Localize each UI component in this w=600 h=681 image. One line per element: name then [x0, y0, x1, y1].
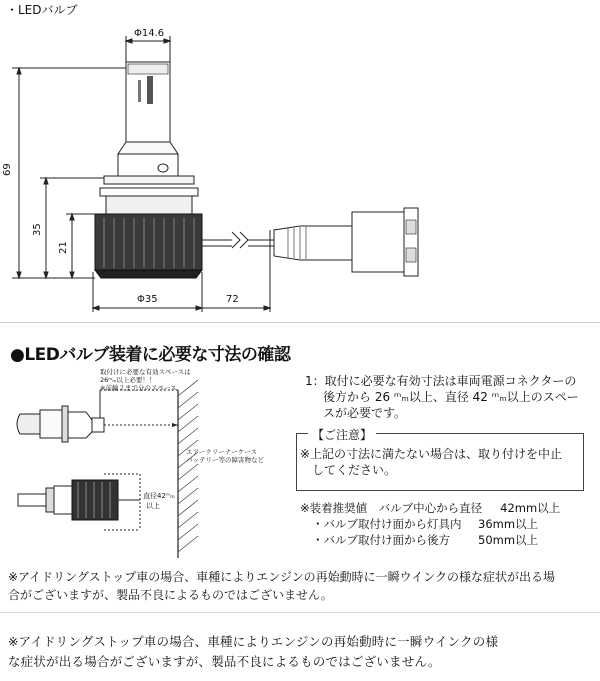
bulb-cable: [202, 232, 274, 248]
bulb-socket-flange: [100, 154, 198, 214]
led-bulb-install: [18, 474, 140, 530]
section-divider: [0, 322, 600, 323]
divider: [0, 612, 600, 613]
heat-sink: [95, 214, 202, 278]
section-heading: ●LEDバルブ装着に必要な寸法の確認: [10, 345, 291, 365]
note-1-line-3: スが必要です。: [323, 406, 407, 420]
power-connector: [274, 208, 418, 276]
space-label-1: 取付けに必要な有効スペースは: [100, 368, 191, 376]
caution-title: 【ご注意】: [308, 426, 376, 443]
recommendation-label: ・バルブ取付け面から後方: [312, 533, 450, 547]
top-diameter-label: Φ14.6: [134, 28, 165, 39]
recommendation-value: 42mm以上: [500, 501, 561, 515]
note-1: [305, 373, 579, 421]
diameter-label-2: 以上: [146, 502, 160, 510]
bulb-dimension-diagram: [0, 0, 600, 320]
recommendation-label: ・バルブ取付け面から灯具内: [312, 517, 462, 531]
caution-line-2: してください。: [312, 463, 397, 477]
halogen-bulb: [17, 406, 178, 442]
led-chip-stick: [118, 62, 178, 154]
idling-note-small-line-1: ※アイドリングストップ車の場合、車種によりエンジンの再始動時に一瞬ウインクの様な症状が出る場: [8, 570, 556, 584]
idling-stop-note-large: [8, 632, 498, 672]
idling-note-small-line-2: 合がございますが、製品不良によるものではございません。: [8, 588, 333, 602]
idling-note-large-line-1: ※アイドリングストップ車の場合、車種によりエンジンの再始動時に一瞬ウインクの様: [8, 634, 499, 649]
height-35-label: 35: [32, 223, 43, 236]
recommendation-row: [300, 516, 560, 532]
caution-text: [300, 446, 562, 478]
height-69-label: 69: [2, 163, 13, 176]
recommendation-row: [300, 532, 560, 548]
obstacle-label: バッテリー等の障害物など: [186, 456, 264, 464]
diameter-label: 直径42ᵐₘ: [143, 492, 175, 500]
note-1-line-1: 1：取付に必要な有効寸法は車両電源コネクターの: [305, 374, 577, 388]
height-21-label: 21: [58, 241, 69, 254]
install-space-diagram: [0, 362, 290, 562]
recommendation-row: [300, 500, 560, 516]
space-label-2: 26ᵐₘ以上必要！！: [100, 376, 156, 384]
recommendations: [300, 500, 560, 548]
recommendation-value: 50mm以上: [478, 533, 539, 547]
section-label: ・LEDバルブ: [6, 3, 78, 17]
caution-line-1: ※上記の寸法に満たない場合は、取り付けを中止: [300, 447, 563, 461]
recommendation-value: 36mm以上: [478, 517, 539, 531]
space-label-3: ※前輪２まで分のスペース: [100, 384, 177, 392]
cable-length-label: 72: [226, 294, 239, 305]
idling-stop-note-small: [8, 568, 555, 604]
wall-hatch: [178, 380, 198, 558]
base-diameter-label: Φ35: [137, 294, 158, 305]
air-cleaner-label: エアークリーナーケース: [186, 448, 257, 456]
idling-note-large-line-2: な症状が出る場合がございますが、製品不良によるものではございません。: [8, 654, 441, 669]
note-1-line-2: 後方から 26 ᵐₘ以上、直径 42 ᵐₘ以上のスペー: [323, 390, 579, 404]
recommendation-label: ※装着推奨値 バルブ中心から直径: [300, 501, 483, 515]
